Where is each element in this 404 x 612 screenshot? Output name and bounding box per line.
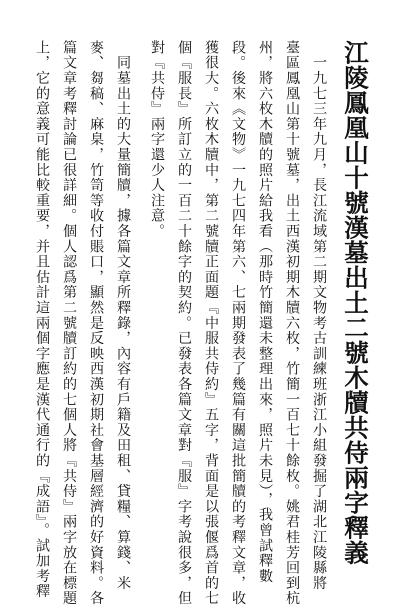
body-column-8: 同墓出土的大量簡牘，據各篇文章所釋錄，內容有戶籍及田租、貸糧、算錢、米 (115, 40, 131, 591)
body-column-4: 段。後來《文物》一九七四年第六、七兩期發表了幾篇有關這批簡牘的考釋文章，收 (230, 40, 246, 607)
article-title: 江陵鳳凰山十號漢墓出土二號木牘共侍兩字釋義 (341, 40, 370, 565)
body-column-9: 麥、芻稿、麻臬，竹笥等收付賬口，顯然是反映西漢初期社會基層經濟的好資料。各 (88, 40, 104, 607)
body-column-6: 個『服長』所訂立的一百二十餘字的契約。已發表各篇文章對『服』字考說很多，但 (176, 40, 192, 607)
body-column-11: 上，它的意義可能比較重要，并且估計這兩個字應是漢代通行的『成語』。試加考釋 (34, 40, 50, 600)
body-column-1: 一九七三年九月，長江流域第二期文物考古訓練班浙江小組發掘了湖北江陵縣將 (311, 40, 327, 591)
body-column-10: 篇文章考釋討論已很詳細。個人認爲第二號牘訂約的七個人將『共侍』兩字放在標題 (61, 40, 77, 607)
body-column-2: 臺區鳳凰山第十號墓，出土西漢初期木牘六枚，竹簡一百七十餘枚。姚君桂芳回到杭 (284, 40, 300, 607)
body-column-3: 州，將六枚木牘的照片給我看（那時竹簡還未整理出來，照片未見），我曾試釋數 (257, 40, 273, 584)
body-column-5: 獲很大。六枚木牘中，第二號牘正面題『中服共侍約』五字，背面是以張偃爲首的七 (203, 40, 219, 607)
body-column-7: 對『共侍』兩字還少人注意。 (149, 40, 165, 239)
